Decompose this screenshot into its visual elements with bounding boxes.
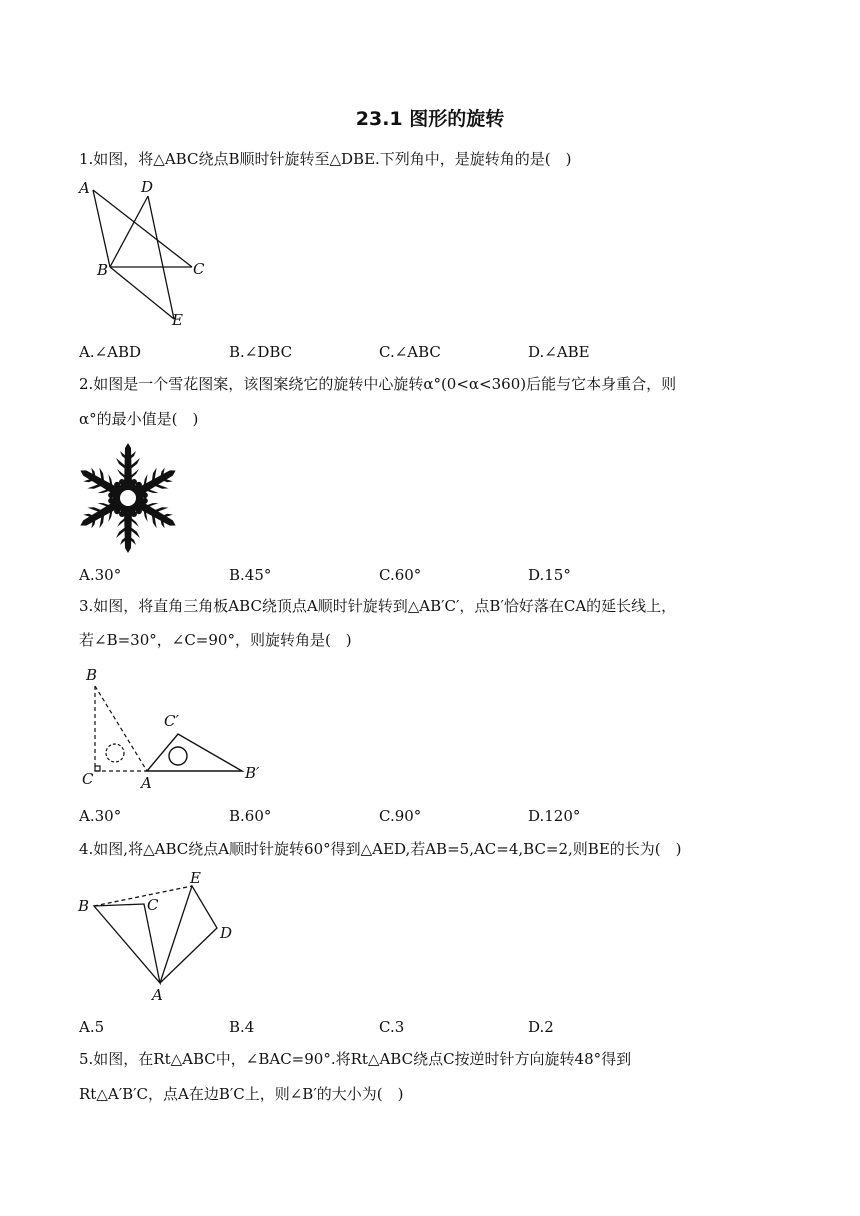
option-d[interactable]: D.15° <box>528 566 571 584</box>
label-c-prime: C′ <box>164 712 179 730</box>
question-5-stem-line1: 5.如图，在Rt△ABC中，∠BAC=90°.将Rt△ABC绕点C按逆时针方向旋转48°得到 <box>79 1050 632 1068</box>
option-d[interactable]: D.∠ABE <box>528 343 590 361</box>
label-e: E <box>190 869 201 887</box>
option-b[interactable]: B.∠DBC <box>229 343 293 361</box>
label-d: D <box>220 924 233 942</box>
question-3-stem-line2: 若∠B=30°，∠C=90°，则旋转角是( ) <box>79 631 352 649</box>
question-4-options <box>79 1018 699 1036</box>
label-e: E <box>172 311 183 329</box>
right-angle-mark <box>95 766 100 771</box>
snowflake-image <box>78 442 178 554</box>
question-3-stem-line1: 3.如图，将直角三角板ABC绕顶点A顺时针旋转到△AB′C′，点B′恰好落在CA的延长线上， <box>79 597 677 615</box>
option-b[interactable]: B.4 <box>229 1018 255 1036</box>
option-a[interactable]: A.30° <box>79 566 122 584</box>
segment-bd <box>110 196 148 267</box>
option-a[interactable]: A.5 <box>79 1018 105 1036</box>
option-c[interactable]: C.90° <box>379 807 422 825</box>
option-b[interactable]: B.45° <box>229 566 272 584</box>
label-b: B <box>97 261 109 279</box>
label-c: C <box>193 260 205 278</box>
question-1-figure <box>70 176 220 332</box>
label-c: C <box>82 770 94 788</box>
option-b[interactable]: B.60° <box>229 807 272 825</box>
label-a: A <box>79 179 90 197</box>
option-c[interactable]: C.3 <box>379 1018 405 1036</box>
label-c: C <box>147 896 159 914</box>
question-4-stem: 4.如图,将△ABC绕点A顺时针旋转60°得到△AED,若AB=5,AC=4,BC=2,则BE的长为( ) <box>79 840 682 858</box>
question-3-figure <box>72 664 272 794</box>
triangle-ab-prime-c-prime <box>147 734 242 771</box>
question-2-stem-line2: α°的最小值是( ) <box>79 410 199 428</box>
dashed-circle <box>106 744 124 762</box>
triangle-abc <box>94 904 160 983</box>
option-d[interactable]: D.2 <box>528 1018 554 1036</box>
label-d: D <box>141 178 154 196</box>
question-1-options <box>79 343 699 361</box>
option-d[interactable]: D.120° <box>528 807 581 825</box>
page-title: 23.1 图形的旋转 <box>355 108 505 130</box>
label-b: B <box>78 897 90 915</box>
option-a[interactable]: A.∠ABD <box>79 343 142 361</box>
option-c[interactable]: C.60° <box>379 566 422 584</box>
segment-be-dashed <box>94 886 192 906</box>
question-4-figure <box>72 866 247 1006</box>
option-a[interactable]: A.30° <box>79 807 122 825</box>
label-a: A <box>152 986 163 1004</box>
question-5-stem-line2: Rt△A′B′C，点A在边B′C上，则∠B′的大小为( ) <box>79 1085 404 1103</box>
label-a: A <box>141 774 152 792</box>
label-b: B <box>86 666 98 684</box>
segment-ba-dashed <box>95 686 147 771</box>
label-b-prime: B′ <box>245 764 260 782</box>
question-3-options <box>79 807 699 825</box>
question-2-stem-line1: 2.如图是一个雪花图案，该图案绕它的旋转中心旋转α°(0<α<360)后能与它本身重合，则 <box>79 375 677 393</box>
triangle-aed <box>160 886 217 983</box>
question-1-stem: 1.如图，将△ABC绕点B顺时针旋转至△DBE.下列角中，是旋转角的是( ) <box>79 150 572 168</box>
option-c[interactable]: C.∠ABC <box>379 343 441 361</box>
solid-circle <box>169 747 187 765</box>
question-2-options <box>79 566 699 584</box>
